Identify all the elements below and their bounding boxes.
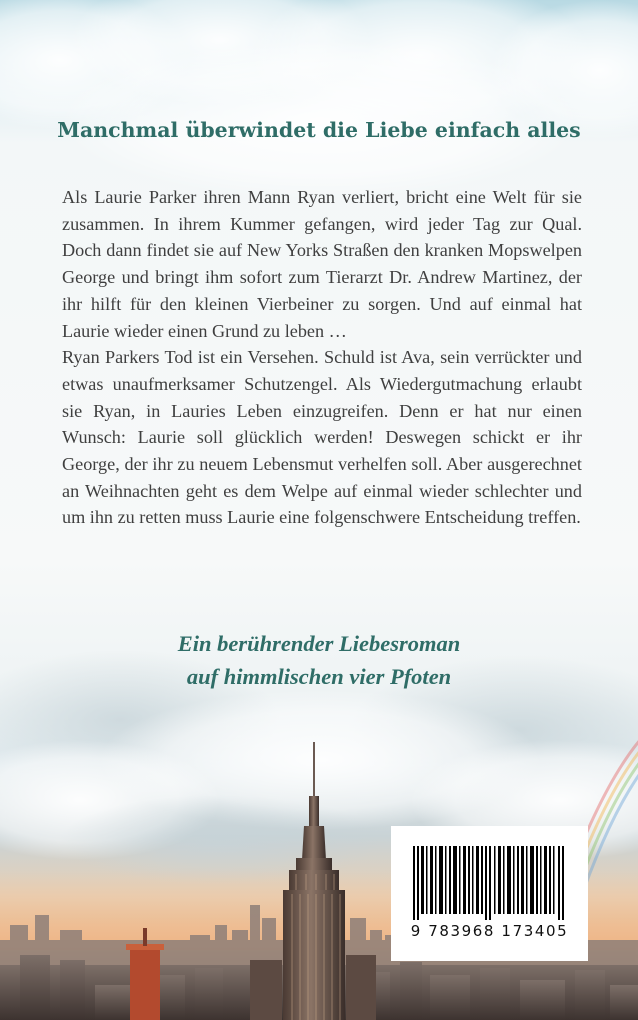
- blurb: [62, 184, 582, 531]
- tagline-line-2: auf himmlischen vier Pfoten: [186, 664, 452, 689]
- blurb-paragraph-2: Ryan Parkers Tod ist ein Versehen. Schuld ist Ava, sein verrückter und etwas unaufmerksamer Schutzengel. Als Wiedergutmachung erlaubt sie Ryan, in Lauries Leben einzugreifen. Denn er hat nur einen Wunsch: Laurie soll glücklich werden! Deswegen schickt er ihr George, der ihr zu neuem Lebensmut verhelfen soll. Aber ausgerechnet an Weihnachten geht es dem Welpe auf einmal wieder schlechter und um ihn zu retten muss Laurie eine folgenschwere Entscheidung treffen.: [62, 347, 582, 528]
- isbn-number: 9 783968 173405: [410, 922, 569, 940]
- tagline: [0, 627, 638, 693]
- top-clouds: [0, 0, 638, 200]
- headline: Manchmal überwindet die Liebe einfach alles: [57, 118, 581, 142]
- barcode-bars: [413, 846, 566, 920]
- isbn-barcode: [391, 826, 588, 961]
- blurb-paragraph-1: Als Laurie Parker ihren Mann Ryan verliert, bricht eine Welt für sie zusammen. In ihrem Kummer gefangen, wird jeder Tag zur Qual. Doch dann findet sie auf New Yorks Straßen den kranken Mopswelpen George und bringt ihm sofort zum Tierarzt Dr. Andrew Martinez, der ihr hilft für den kleinen Vierbeiner zu sorgen. Und auf einmal hat Laurie wieder einen Grund zu leben …: [62, 187, 582, 341]
- tagline-line-1: Ein berührender Liebesroman: [177, 631, 461, 656]
